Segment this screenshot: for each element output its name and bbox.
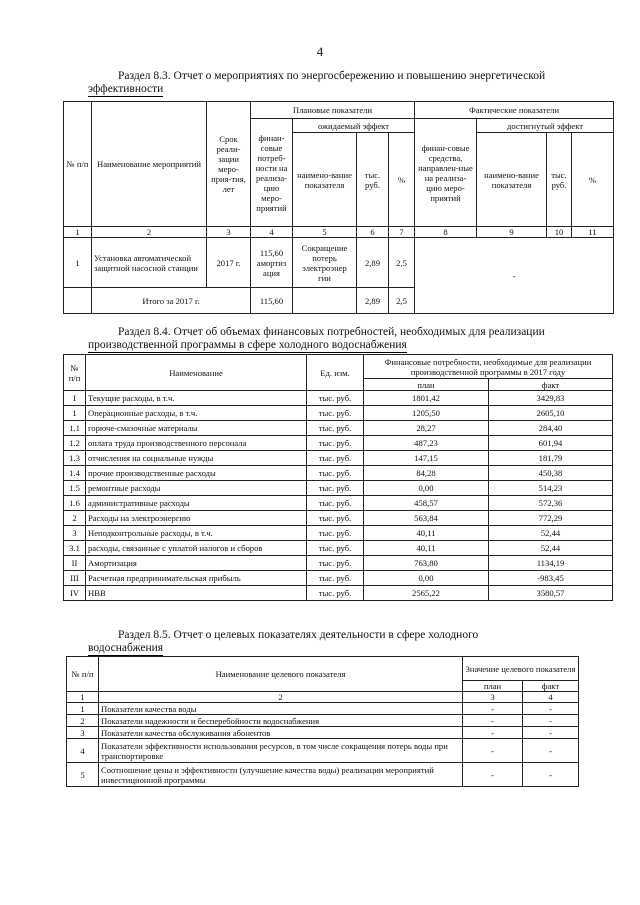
total-label: Итого за 2017 г.: [92, 288, 251, 314]
header-rub: тыс. руб.: [357, 133, 389, 227]
row-name: Показатели качества воды: [99, 703, 463, 715]
row-pct: 2,5: [389, 238, 415, 288]
header-name: Наименование: [86, 355, 307, 391]
row-name: Установка автоматической защитной насосной станции: [92, 238, 207, 288]
section-8-3-title-line2: эффективности: [88, 83, 164, 95]
colnum: 9: [477, 227, 547, 238]
table-row: [64, 511, 613, 526]
header-rub-2: тыс. руб.: [547, 133, 572, 227]
row-fact: 2605,10: [489, 406, 613, 421]
row-num: 4: [67, 739, 99, 763]
row-unit: тыс. руб.: [307, 571, 364, 586]
row-unit: тыс. руб.: [307, 511, 364, 526]
table-row: [64, 526, 613, 541]
row-unit: тыс. руб.: [307, 481, 364, 496]
row-name: горюче-смазочные материалы: [86, 421, 307, 436]
header-unit: Ед. изм.: [307, 355, 364, 391]
table-row: [64, 406, 613, 421]
table-row: [64, 496, 613, 511]
row-term: 2017 г.: [207, 238, 251, 288]
row-fact: -: [523, 727, 579, 739]
colnum: 1: [64, 227, 92, 238]
total-pct: 2,5: [389, 288, 415, 314]
row-unit: тыс. руб.: [307, 466, 364, 481]
row-name: ремонтные расходы: [86, 481, 307, 496]
row-fact: 3580,57: [489, 586, 613, 601]
row-plan: 40,11: [364, 541, 489, 556]
row-name: Операционные расходы, в т.ч.: [86, 406, 307, 421]
header-num: № п/п: [64, 102, 92, 227]
row-fact: 514,23: [489, 481, 613, 496]
row-name: Расчетная предпринимательская прибыль: [86, 571, 307, 586]
row-plan: 487,23: [364, 436, 489, 451]
row-num: 1.4: [64, 466, 86, 481]
row-name: административные расходы: [86, 496, 307, 511]
row-num: 1.2: [64, 436, 86, 451]
table-row: [64, 391, 613, 406]
row-plan: 147,15: [364, 451, 489, 466]
table-row: [67, 703, 579, 715]
table-row: [64, 481, 613, 496]
header-planned: Плановые показатели: [251, 102, 415, 119]
row-name: Показатели эффективности использования ресурсов, в том числе сокращения потерь воды при транспортировке: [99, 739, 463, 763]
header-expected: ожидаемый эффект: [293, 119, 415, 133]
table-row: [67, 739, 579, 763]
row-plan: 0,00: [364, 571, 489, 586]
row-fact: 450,38: [489, 466, 613, 481]
row-num: 1: [64, 406, 86, 421]
row-plan: 40,11: [364, 526, 489, 541]
table-row: [64, 436, 613, 451]
table-row: [67, 727, 579, 739]
header-plan: план: [463, 681, 523, 692]
row-plan: 28,27: [364, 421, 489, 436]
colnum: 2: [92, 227, 207, 238]
header-num: № п/п: [67, 657, 99, 692]
row-num: 1.6: [64, 496, 86, 511]
row-num: 2: [67, 715, 99, 727]
row-name: прочие производственные расходы: [86, 466, 307, 481]
header-value: Значение целевого показателя: [463, 657, 579, 681]
colnum: 1: [67, 692, 99, 703]
row-unit: тыс. руб.: [307, 556, 364, 571]
header-fin-plan: финан-совые потреб-ности на реализа-цию меро-приятий: [251, 119, 293, 227]
row-plan: 763,80: [364, 556, 489, 571]
row-unit: тыс. руб.: [307, 421, 364, 436]
row-plan: 2565,22: [364, 586, 489, 601]
row-num: IV: [64, 586, 86, 601]
row-fact: -983,45: [489, 571, 613, 586]
row-plan: 1801,42: [364, 391, 489, 406]
colnum: 11: [572, 227, 614, 238]
colnum: 3: [463, 692, 523, 703]
row-plan: 563,84: [364, 511, 489, 526]
row-name: Показатели надежности и бесперебойности водоснабжения: [99, 715, 463, 727]
row-fact: 284,40: [489, 421, 613, 436]
row-unit: тыс. руб.: [307, 406, 364, 421]
table-row: [64, 541, 613, 556]
header-fact: факт: [523, 681, 579, 692]
header-num: № п/п: [64, 355, 86, 391]
table-row: [64, 586, 613, 601]
row-fact: 572,36: [489, 496, 613, 511]
table-row: [64, 556, 613, 571]
header-indicator-name-2: наимено-вание показателя: [477, 133, 547, 227]
table-row: [64, 238, 614, 288]
row-num: 2: [64, 511, 86, 526]
section-8-3-title-line1: Раздел 8.3. Отчет о мероприятиях по энергосбережению и повышению энергетической: [118, 70, 546, 82]
header-fin-fact: финан-совые средства, направлен-ные на реализа-цию меро-приятий: [415, 119, 477, 227]
row-name: Неподконтрольные расходы, в т.ч.: [86, 526, 307, 541]
total-fin: 115,60: [251, 288, 293, 314]
total-rub: 2,89: [357, 288, 389, 314]
row-plan: 0,00: [364, 481, 489, 496]
table-row: [64, 466, 613, 481]
header-indicator-name: наимено-вание показателя: [293, 133, 357, 227]
row-name: Расходы на электроэнергию: [86, 511, 307, 526]
section-8-4-title-line2: производственной программы в сфере холодного водоснабжения: [88, 339, 407, 351]
row-plan: 1205,50: [364, 406, 489, 421]
target-indicators-table: [66, 656, 579, 787]
row-indicator: Сокращение потерь электроэнер гии: [293, 238, 357, 288]
header-achieved: достигнутый эффект: [477, 119, 614, 133]
row-name: НВВ: [86, 586, 307, 601]
header-fact: факт: [489, 379, 613, 391]
section-8-4-title: [88, 326, 608, 353]
header-name: Наименование мероприятий: [92, 102, 207, 227]
row-fact: -: [523, 715, 579, 727]
row-name: расходы, связанные с уплатой налогов и сборов: [86, 541, 307, 556]
financial-needs-table: [63, 354, 613, 601]
table-row: [64, 451, 613, 466]
colnum: 3: [207, 227, 251, 238]
header-plan: план: [364, 379, 489, 391]
row-fact: -: [523, 703, 579, 715]
header-term: Срок реали-зации меро-прия-тия, лет: [207, 102, 251, 227]
row-fact: 601,94: [489, 436, 613, 451]
row-name: Текущие расходы, в т.ч.: [86, 391, 307, 406]
row-plan: -: [463, 739, 523, 763]
table-row: [67, 763, 579, 787]
row-fact: 3429,83: [489, 391, 613, 406]
section-8-5-title-line1: Раздел 8.5. Отчет о целевых показателях деятельности в сфере холодного: [118, 629, 479, 641]
section-8-5-title-line2: водоснабжения: [88, 642, 164, 654]
row-num: 3.1: [64, 541, 86, 556]
section-8-4-title-line1: Раздел 8.4. Отчет об объемах финансовых потребностей, необходимых для реализации: [118, 326, 545, 338]
section-8-5-title: [88, 629, 608, 656]
column-numbers-row: [67, 692, 579, 703]
row-fact: 52,44: [489, 526, 613, 541]
row-fact: 181,79: [489, 451, 613, 466]
row-plan: -: [463, 703, 523, 715]
colnum: 10: [547, 227, 572, 238]
colnum: 2: [99, 692, 463, 703]
energy-saving-table: [63, 101, 614, 314]
row-plan: -: [463, 715, 523, 727]
header-fin: Финансовые потребности, необходимые для реализации производственной программы в 2017 году: [364, 355, 613, 379]
table-row: [67, 715, 579, 727]
total-indicator-empty: [293, 288, 357, 314]
row-plan: -: [463, 763, 523, 787]
row-fact: -: [523, 763, 579, 787]
header-pct: %: [389, 133, 415, 227]
row-unit: тыс. руб.: [307, 436, 364, 451]
row-fact: 52,44: [489, 541, 613, 556]
header-name: Наименование целевого показателя: [99, 657, 463, 692]
colnum: 5: [293, 227, 357, 238]
row-num: 5: [67, 763, 99, 787]
table-row: [64, 421, 613, 436]
row-unit: тыс. руб.: [307, 391, 364, 406]
row-name: отчисления на социальные нужды: [86, 451, 307, 466]
row-num: 1: [64, 238, 92, 288]
row-num: 1.5: [64, 481, 86, 496]
colnum: 7: [389, 227, 415, 238]
column-numbers-row: [64, 227, 614, 238]
row-num: 1.1: [64, 421, 86, 436]
row-num: 1: [67, 703, 99, 715]
row-num: 1.3: [64, 451, 86, 466]
row-fact: -: [523, 739, 579, 763]
section-8-3-title: [88, 70, 608, 97]
row-fin: 115,60 амортиз ация: [251, 238, 293, 288]
row-fact: 772,29: [489, 511, 613, 526]
row-num: III: [64, 571, 86, 586]
header-pct-2: %: [572, 133, 614, 227]
row-plan: -: [463, 727, 523, 739]
colnum: 6: [357, 227, 389, 238]
row-name: Амортизация: [86, 556, 307, 571]
row-unit: тыс. руб.: [307, 496, 364, 511]
row-unit: тыс. руб.: [307, 541, 364, 556]
row-unit: тыс. руб.: [307, 586, 364, 601]
row-unit: тыс. руб.: [307, 451, 364, 466]
colnum: 4: [251, 227, 293, 238]
row-num: II: [64, 556, 86, 571]
row-rub: 2,89: [357, 238, 389, 288]
page-number: 4: [316, 44, 324, 59]
header-actual: Фактические показатели: [415, 102, 614, 119]
row-unit: тыс. руб.: [307, 526, 364, 541]
colnum: 4: [523, 692, 579, 703]
row-plan: 458,57: [364, 496, 489, 511]
table-row: [64, 571, 613, 586]
row-plan: 84,28: [364, 466, 489, 481]
colnum: 8: [415, 227, 477, 238]
row-num: 3: [64, 526, 86, 541]
row-fact: 1134,19: [489, 556, 613, 571]
row-name: Показатели качества обслуживания абонентов: [99, 727, 463, 739]
total-empty: [64, 288, 92, 314]
row-name: Соотношение цены и эффективности (улучшение качества воды) реализации мероприятий инвестиционной программы: [99, 763, 463, 787]
row-num: I: [64, 391, 86, 406]
row-actual: -: [415, 238, 614, 314]
row-num: 3: [67, 727, 99, 739]
row-name: оплата труда производственного персонала: [86, 436, 307, 451]
